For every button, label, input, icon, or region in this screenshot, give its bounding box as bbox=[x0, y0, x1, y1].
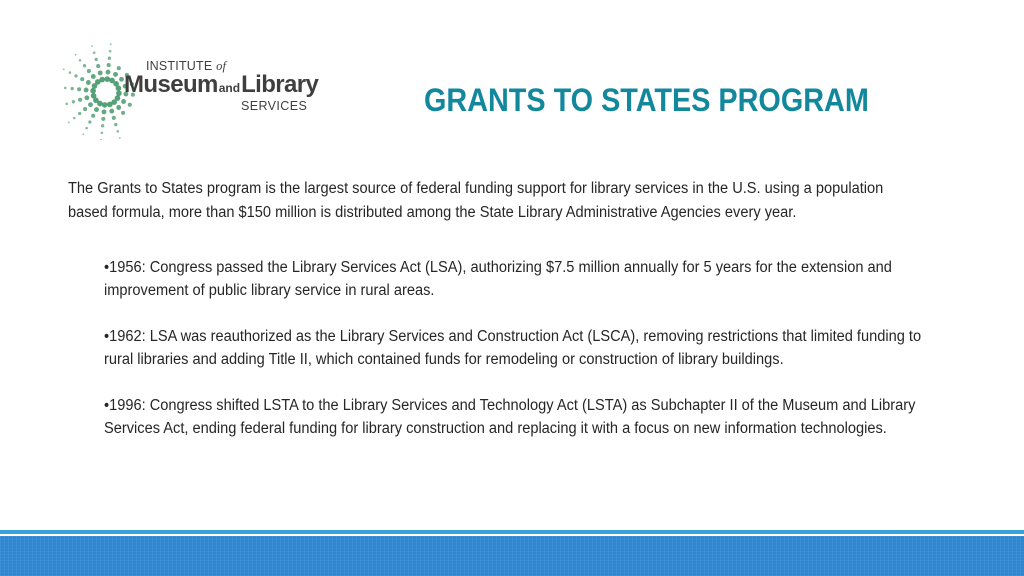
bullet-1962: •1962: LSA was reauthorized as the Library Services and Construction Act (LSCA), removing restrictions that limited funding to rural libraries and adding Title II, which contained funds for remodeling or construction of library buildings. bbox=[104, 328, 922, 368]
logo-dot bbox=[112, 116, 116, 120]
bullet-1956: •1956: Congress passed the Library Services Act (LSA), authorizing $7.5 million annually for 5 years for the extension and improvement of public library service in rural areas. bbox=[104, 259, 892, 299]
logo-dot bbox=[100, 139, 102, 140]
logo-dot bbox=[108, 57, 111, 60]
logo-dot bbox=[99, 77, 105, 83]
logo-dot bbox=[82, 133, 84, 135]
logo-dot bbox=[80, 77, 84, 81]
logo-dot bbox=[87, 69, 91, 73]
footer-band bbox=[0, 530, 1024, 576]
logo-dot bbox=[65, 103, 68, 106]
logo-dot bbox=[91, 114, 95, 118]
logo-dot bbox=[78, 112, 81, 115]
logo-dot bbox=[117, 66, 121, 70]
logo-dot bbox=[101, 117, 105, 121]
imls-logo bbox=[62, 40, 332, 140]
page-title: GRANTS TO STATES PROGRAM bbox=[424, 82, 869, 118]
logo-dot bbox=[91, 45, 93, 47]
logo-dot bbox=[107, 102, 113, 108]
logo-dot bbox=[75, 54, 77, 56]
logo-dot bbox=[117, 130, 120, 133]
logo-dot bbox=[72, 100, 75, 103]
intro-paragraph: The Grants to States program is the largest source of federal funding support for library services in the U.S. using a population based formula, more than $150 million is distributed among the State Library Administrative Agencies every year. bbox=[68, 180, 884, 221]
logo-dot bbox=[64, 87, 67, 90]
logo-dot bbox=[114, 123, 117, 126]
logo-dot bbox=[91, 74, 96, 79]
logo-text bbox=[124, 60, 334, 113]
logo-dot bbox=[84, 95, 89, 100]
logo-line-museum-library: MuseumandLibrary bbox=[124, 71, 319, 98]
logo-dot bbox=[119, 137, 121, 139]
logo-dot bbox=[69, 71, 72, 74]
logo-dot bbox=[79, 59, 82, 62]
logo-dot bbox=[110, 43, 112, 45]
logo-dot bbox=[71, 87, 74, 90]
logo-dot bbox=[95, 58, 98, 61]
logo-dot bbox=[93, 51, 96, 54]
logo-dot bbox=[102, 102, 108, 108]
logo-dot bbox=[116, 85, 122, 91]
logo-dot bbox=[73, 117, 76, 120]
logo-dot bbox=[116, 90, 122, 96]
logo-dot bbox=[98, 70, 103, 75]
logo-dot bbox=[84, 88, 89, 93]
logo-line-services: SERVICES bbox=[241, 99, 308, 113]
logo-dot bbox=[113, 72, 118, 77]
logo-dot bbox=[85, 127, 88, 130]
logo-dot bbox=[96, 64, 100, 68]
logo-dot bbox=[86, 80, 91, 85]
bullet-1996: •1996: Congress shifted LSTA to the Library Services and Technology Act (LSTA) as Subchapter II of the Museum and Library Services Act, ending federal funding for library construction and replacing it with a focus on new information technologies. bbox=[104, 397, 916, 437]
logo-dot bbox=[109, 109, 114, 114]
logo-dot bbox=[101, 132, 104, 135]
logo-line-institute: INSTITUTE of bbox=[146, 59, 227, 73]
logo-dot bbox=[77, 87, 81, 91]
logo-dot bbox=[109, 50, 112, 53]
logo-dot bbox=[106, 70, 111, 75]
logo-dot bbox=[88, 120, 91, 123]
logo-dot bbox=[68, 121, 70, 123]
logo-dot bbox=[102, 109, 107, 114]
logo-dot bbox=[83, 64, 86, 67]
logo-dot bbox=[90, 88, 96, 94]
logo-dot bbox=[116, 105, 121, 110]
footer-bar bbox=[0, 536, 1024, 576]
logo-dot bbox=[94, 107, 99, 112]
logo-dot bbox=[63, 68, 65, 70]
logo-dot bbox=[91, 93, 97, 99]
logo-dot bbox=[74, 74, 77, 77]
logo-dot bbox=[101, 124, 104, 127]
logo-dot bbox=[83, 107, 87, 111]
logo-dot bbox=[107, 63, 111, 67]
logo-dot bbox=[78, 98, 82, 102]
history-bullet-list bbox=[104, 256, 925, 463]
logo-dot bbox=[104, 76, 110, 82]
logo-dot bbox=[88, 102, 93, 107]
